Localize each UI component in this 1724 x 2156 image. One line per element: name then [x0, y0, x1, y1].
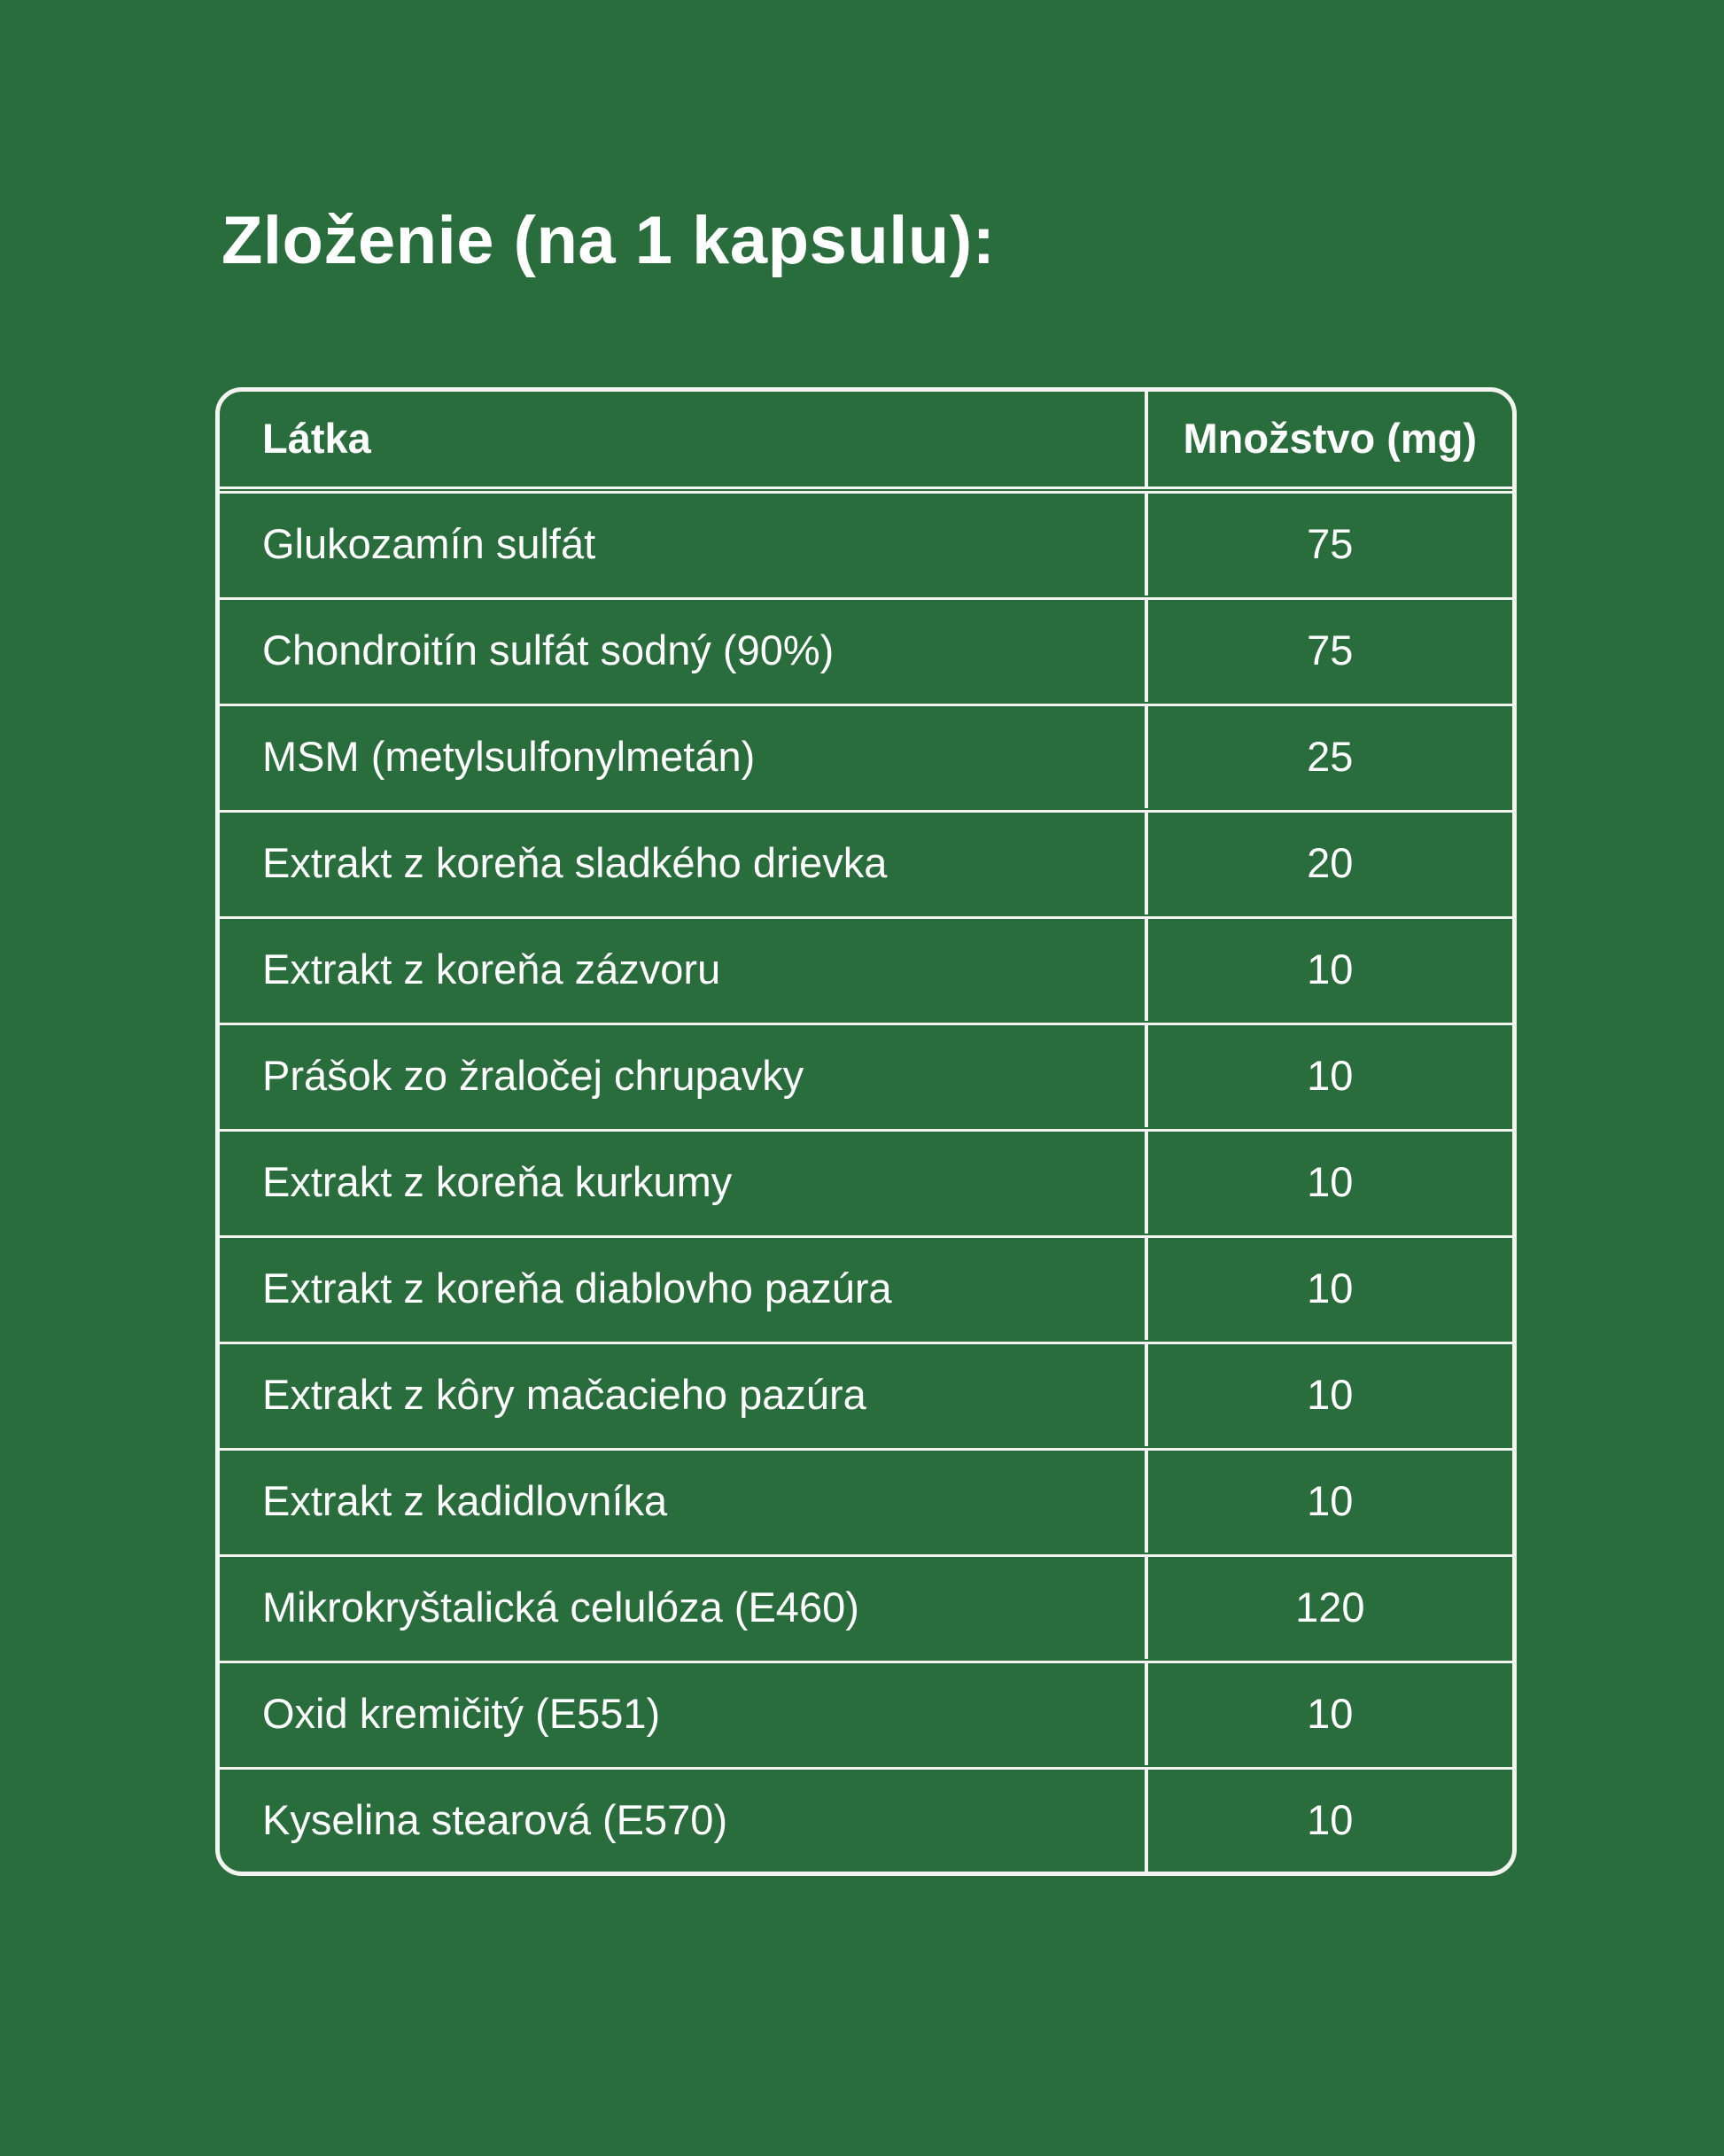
- amount-cell: 25: [1307, 733, 1354, 781]
- amount-cell: 75: [1307, 520, 1354, 568]
- amount-cell: 10: [1307, 1052, 1354, 1100]
- table-row: [220, 704, 1512, 808]
- amount-cell: 20: [1307, 839, 1354, 887]
- substance-cell: Chondroitín sulfát sodný (90%): [220, 600, 1148, 702]
- table-row: [220, 1342, 1512, 1446]
- substance-cell: Oxid kremičitý (E551): [220, 1663, 1148, 1765]
- substance-cell: Extrakt z koreňa zázvoru: [220, 919, 1148, 1021]
- substance-cell: Glukozamín sulfát: [220, 494, 1148, 595]
- substance-cell: Extrakt z koreňa kurkumy: [220, 1132, 1148, 1234]
- amount-cell: 10: [1307, 1265, 1354, 1312]
- table-row: [220, 491, 1512, 595]
- substance-cell: Kyselina stearová (E570): [220, 1770, 1148, 1872]
- amount-cell: 10: [1307, 1796, 1354, 1844]
- table-row: [220, 916, 1512, 1021]
- substance-cell: Prášok zo žraločej chrupavky: [220, 1025, 1148, 1127]
- table-row: [220, 1023, 1512, 1127]
- amount-cell: 10: [1307, 1690, 1354, 1738]
- substance-cell: Mikrokryštalická celulóza (E460): [220, 1557, 1148, 1659]
- ingredients-table: [215, 387, 1517, 1876]
- amount-cell: 10: [1307, 1477, 1354, 1525]
- page-title: Zloženie (na 1 kapsulu):: [221, 203, 996, 278]
- table-row: [220, 597, 1512, 702]
- amount-cell: 10: [1307, 946, 1354, 993]
- table-row: [220, 1448, 1512, 1553]
- substance-cell: Extrakt z kôry mačacieho pazúra: [220, 1344, 1148, 1446]
- table-row: [220, 1554, 1512, 1659]
- substance-cell: Extrakt z kadidlovníka: [220, 1451, 1148, 1553]
- substance-cell: Extrakt z koreňa sladkého drievka: [220, 813, 1148, 915]
- table-row: [220, 810, 1512, 915]
- substance-cell: Extrakt z koreňa diablovho pazúra: [220, 1238, 1148, 1340]
- table-header-row: [220, 392, 1512, 489]
- amount-cell: 10: [1307, 1158, 1354, 1206]
- table-row: [220, 1767, 1512, 1872]
- table-row: [220, 1661, 1512, 1765]
- amount-cell: 75: [1307, 627, 1354, 674]
- header-substance: Látka: [220, 392, 1148, 486]
- amount-cell: 10: [1307, 1371, 1354, 1419]
- table-row: [220, 1129, 1512, 1234]
- amount-cell: 120: [1295, 1584, 1365, 1631]
- table-row: [220, 1235, 1512, 1340]
- substance-cell: MSM (metylsulfonylmetán): [220, 706, 1148, 808]
- header-amount: Množstvo (mg): [1183, 415, 1478, 463]
